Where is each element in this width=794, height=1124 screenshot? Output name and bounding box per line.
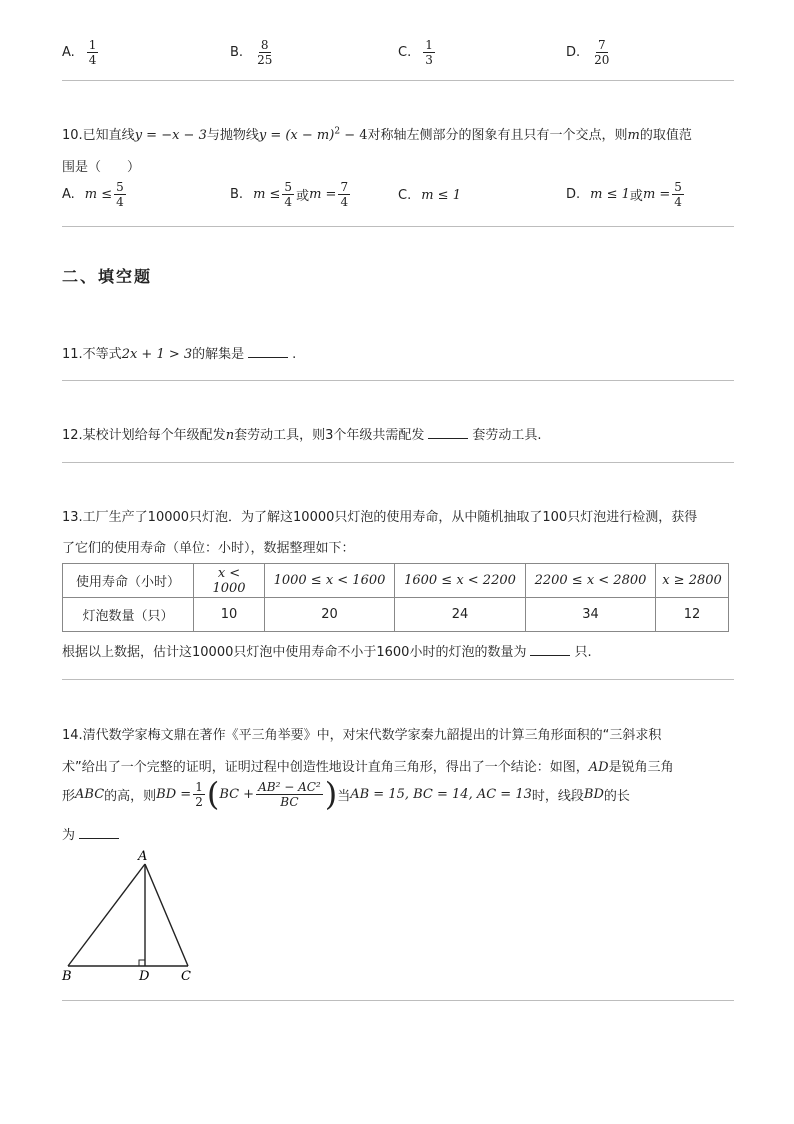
option-label: C.: [398, 45, 412, 60]
q10-stem-line1: 10.已知直线y = −x − 3与抛物线$y = (x - m)^2 - 4$对称轴左侧部分的图象有且只有一个交点，则m的取值范: [62, 126, 692, 143]
q14-stem-line3: 形 ABC 的高，则 BD = $\frac{1}{2}$ ( BC + $\frac{\text{AB² − AC²}}{BC}$ ) 当 AB = 15, BC = 14, AC = 13 时，线段 BD 的长: [62, 775, 630, 813]
q13-stem-line1: 13.工厂生产了10000只灯泡．为了解这10000只灯泡的使用寿命，从中随机抽取了100只灯泡进行检测，获得: [62, 510, 698, 525]
q10-option-b: B. m ≤ $\frac{5}{4}$ 或 m = $\frac{7}{4}$: [230, 180, 349, 209]
table-cell: 1000 ≤ x < 1600: [265, 564, 395, 598]
table-cell: 灯泡数量（只）: [63, 598, 194, 632]
right-angle-mark: [139, 960, 145, 966]
q10-option-a: A. m ≤ $\frac{5}{4}$: [62, 180, 124, 209]
section-title: 二、填空题: [62, 267, 153, 286]
table-cell: 34: [526, 598, 656, 632]
table-row: [63, 598, 729, 632]
answer-blank: [428, 428, 468, 439]
vertex-label-d: D: [139, 969, 150, 984]
fraction: $\frac{1}{3}$: [425, 38, 433, 67]
q9-option-b: [230, 38, 276, 67]
q14-stem-line2: 术”给出了一个完整的证明，证明过程中创造性地设计直角三角形，得出了一个结论：如图，AD是锐角三角: [62, 760, 674, 775]
table-cell: x ≥ 2800: [656, 564, 729, 598]
q10-option-d: D. m ≤ 1 或 m = $\frac{5}{4}$: [566, 180, 682, 209]
table-cell: 2200 ≤ x < 2800: [526, 564, 656, 598]
vertex-label-b: B: [62, 969, 72, 984]
option-label: A.: [62, 45, 75, 60]
answer-blank: [248, 347, 288, 358]
option-label: D.: [566, 45, 581, 60]
q10-option-c: C. m ≤ 1: [398, 188, 461, 203]
q14-stem-line4: 为: [62, 824, 123, 843]
divider: [62, 80, 734, 81]
divider: [62, 462, 734, 463]
table-cell: 10: [194, 598, 265, 632]
q12-stem: 12.某校计划给每个年级配发n套劳动工具，则3个年级共需配发 套劳动工具.: [62, 428, 542, 443]
triangle-figure: [58, 846, 208, 986]
table-cell: 使用寿命（小时）: [63, 564, 194, 598]
table-cell: x < 1000: [194, 564, 265, 598]
q9-option-d: [566, 38, 613, 67]
table-cell: 24: [395, 598, 526, 632]
fraction: $\frac{8}{25}$: [257, 38, 273, 67]
divider: [62, 1000, 734, 1001]
q9-option-a: [62, 38, 100, 67]
fraction: $\frac{7}{20}$: [594, 38, 610, 67]
divider: [62, 679, 734, 680]
table-cell: 12: [656, 598, 729, 632]
answer-blank: [79, 828, 119, 839]
q13-stem-line2: 了它们的使用寿命（单位：小时），数据整理如下：: [62, 541, 355, 556]
vertex-label-c: C: [181, 969, 191, 984]
side-ab: [68, 864, 145, 966]
table-row: [63, 564, 729, 598]
q10-stem-line2: 围是（ ）: [62, 160, 141, 175]
table-cell: 20: [265, 598, 395, 632]
table-cell: 1600 ≤ x < 2200: [395, 564, 526, 598]
answer-blank: [530, 645, 570, 656]
lifetime-table: [62, 563, 729, 632]
fraction: $\frac{1}{4}$: [88, 38, 97, 67]
q13-stem-line3: 根据以上数据，估计这10000只灯泡中使用寿命不小于1600小时的灯泡的数量为 只.: [62, 645, 592, 660]
divider: [62, 226, 734, 227]
divider: [62, 380, 734, 381]
q14-stem-line1: 14.清代数学家梅文鼎在著作《平三角举要》中，对宋代数学家秦九韶提出的计算三角形面积的“三斜求积: [62, 728, 662, 743]
side-ac: [145, 864, 188, 966]
q11-stem: 11.不等式2x + 1 > 3的解集是 .: [62, 347, 297, 362]
option-label: B.: [230, 45, 244, 60]
vertex-label-a: A: [138, 849, 148, 864]
q9-option-c: [398, 38, 437, 67]
